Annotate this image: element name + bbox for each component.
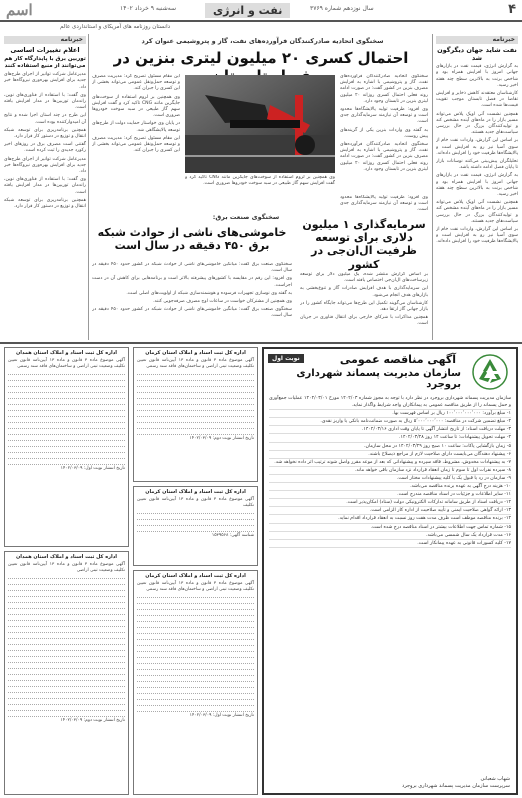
- masthead: [0, 0, 522, 22]
- tender-body: [269, 395, 511, 771]
- notice-title: اداره کل ثبت اسناد و املاک استان کرمان: [145, 573, 246, 579]
- tender-row: ۵- زمان بازگشایی پاکات: ساعت ۱۰ صبح روز ۱۴۰۲/۰۳/۲۹ در محل سازمان.: [269, 443, 511, 451]
- paragraph: تحلیلگران پیش‌بینی می‌کنند نوسانات بازار تا پایان فصل ادامه داشته باشد.: [436, 159, 518, 171]
- notice-title: اداره کل ثبت اسناد و املاک استان همدان: [15, 554, 118, 560]
- paragraph: همچنین نشست آتی اوپک پلاس می‌تواند مسیر بازار را در ماه‌های آینده مشخص کند و تولیدکنندگان بزرگ در حال بررسی سیاست‌های جدید هستند.: [436, 200, 518, 224]
- legal-notice: [133, 486, 258, 566]
- paragraph: این طرح در چند استان اجرا شده و نتایج آن امیدوارکننده بوده است.: [4, 113, 86, 125]
- tender-row: ۱۱- سایر اطلاعات و جزئیات در اسناد مناقصه مندرج است.: [269, 491, 511, 499]
- signer-name: شهاب شعبانی: [480, 776, 510, 782]
- lead-body-right: [340, 74, 428, 194]
- recycle-logo-icon: [470, 353, 510, 391]
- tender-row: ۱۶- مدت قرارداد یک سال شمسی می‌باشد.: [269, 532, 511, 540]
- tender-row: ۱۴- برنده مناقصه موظف است ظرف مدت هفت روز نسبت به انعقاد قرارداد اقدام نماید.: [269, 515, 511, 523]
- tender-row: ۹- سازمان در رد یا قبول یک یا کلیه پیشنهادات مختار است.: [269, 475, 511, 483]
- notice-subtitle: آگهی موضوع ماده ۳ قانون و ماده ۱۳ آیین‌نامه قانون تعیین تکلیف: [137, 497, 254, 508]
- lead-body-left: [92, 74, 180, 194]
- tender-row: سازمان مدیریت پسماند شهرداری بروجرد در نظر دارد با توجه به مجوز شماره ۱۴۰۲/۰۳ مورخ ۱۴۰۲/۰۳/۰۱ عملیات جمع‌آوری و حمل پسماند را از طریق مناقصه عمومی به پیمانکاران واجد شرایط واگذار نماید.: [269, 395, 511, 410]
- tender-badge: نوبت اول: [268, 354, 304, 363]
- notice-footer: شناسه آگهی: ۱۵۳۹۵۶۸: [211, 533, 254, 538]
- legal-notice: [133, 347, 258, 482]
- paragraph: وی همچنین بر لزوم استفاده از سوخت‌های جایگزین مانند CNG تاکید کرد و گفت افزایش سهم گاز طبیعی در سبد سوخت خودروها ضروری است.: [92, 94, 180, 119]
- paragraph: وی افزود: این رقم در مقایسه با کشورهای پیشرفته بالاتر است و برنامه‌هایی برای کاهش آن در دست اجراست.: [92, 276, 292, 288]
- newspaper-logo: اسم: [6, 1, 33, 19]
- right-column-title: نفت شاید جهان دیگرگون شد: [437, 46, 517, 63]
- paragraph: همچنین نشست آتی اوپک پلاس می‌تواند مسیر بازار را در ماه‌های آینده مشخص کند و تولیدکنندگان بزرگ در حال بررسی سیاست‌های جدید هستند.: [436, 111, 518, 136]
- tender-row: ۱۰- هزینه درج آگهی به عهده برنده مناقصه می‌باشد.: [269, 483, 511, 491]
- notice-subtitle: آگهی موضوع ماده ۳ قانون و ماده ۱۳ آیین‌نامه قانون تعیین تکلیف وضعیت ثبتی اراضی و ساختمان‌های فاقد سند رسمی: [8, 358, 125, 369]
- tender-row: ۱- مبلغ برآورد: ۱۰۰٬۰۰۰٬۰۰۰٬۰۰۰ ریال بر اساس فهرست بها.: [269, 410, 511, 418]
- notice-title: اداره کل ثبت اسناد و املاک استان کرمان: [145, 489, 246, 495]
- left-column-subtitle: توربین برق با پایدارگاه کار هم می‌توانند از منبع استفاده کنند: [4, 56, 86, 70]
- right-column-label: خبرنامه: [436, 36, 518, 44]
- left-column-title: اعلام تغییرات اساسی: [10, 46, 80, 55]
- notice-subtitle: آگهی موضوع ماده ۳ قانون و ماده ۱۳ آیین‌نامه قانون تعیین تکلیف وضعیت ثبتی اراضی و ساختمان‌های فاقد سند رسمی: [137, 581, 254, 592]
- section-rule: [0, 342, 522, 344]
- paragraph: کارشناسان معتقدند کاهش ذخایر و افزایش تقاضا در فصل تابستان موجب تقویت قیمت‌ها شده است.: [436, 91, 518, 109]
- notice-footer: تاریخ انتشار نوبت دوم: ۱۴۰۲/۰۳/۰۹: [60, 718, 125, 723]
- paragraph: وی گفت: با استفاده از فناوری‌های نوین، راندمان توربین‌ها در مدار افزایش یافته است.: [4, 177, 86, 195]
- notice-footer: تاریخ انتشار نوبت اول: ۱۴۰۲/۰۳/۰۹: [60, 466, 125, 471]
- tender-row: ۱۵- شماره تماس جهت اطلاعات بیشتر در اسناد مناقصه درج شده است.: [269, 524, 511, 532]
- paragraph: وی همچنین بر لزوم استفاده از سوخت‌های جایگزین مانند CNG تاکید کرد و گفت افزایش سهم گاز طبیعی در سبد سوخت خودروها ضروری است.: [185, 175, 335, 187]
- paragraph: این مقام مسئول تصریح کرد: مدیریت مصرف و توسعه حمل‌ونقل عمومی می‌تواند بخشی از این کسری را جبران کند.: [92, 135, 180, 154]
- paragraph: مدیرعامل شرکت توانیر از اجرای طرح‌های جدید برای افزایش بهره‌وری نیروگاه‌ها خبر داد.: [4, 156, 86, 175]
- tender-subtitle: سازمان مدیریت پسماند شهرداری بروجرد: [296, 368, 461, 390]
- slogan: دانستان روزنامه های آمریکای و استانداردی عالم: [60, 24, 171, 30]
- paragraph: بر اساس گزارش منتشر شده، یک میلیون دلار برای توسعه زیرساخت‌های ال‌ان‌جی اختصاص یافته است.: [300, 272, 428, 284]
- paragraph: سخنگوی اتحادیه صادرکنندگان فرآورده‌های نفت، گاز و پتروشیمی با اشاره به افزایش مصرف بنزین در کشور گفت: در صورت ادامه روند فعلی احتمال کسری روزانه ۲۰ میلیون لیتری بنزین در تابستان وجود دارد.: [340, 74, 428, 104]
- page-number: ۴: [508, 2, 516, 17]
- paragraph: به گزارش انرژی، قیمت نفت در بازارهای جهانی امروز با افزایش همراه بود و شاخص برنت به بالاترین سطح چند هفته اخیر رسید.: [436, 64, 518, 88]
- signer-role: سرپرست سازمان مدیریت پسماند شهرداری بروجرد: [401, 783, 510, 789]
- paragraph: بر اساس این گزارش، واردات نفت خام از سوی آسیا نیز رو به افزایش است و پالایشگاه‌ها ظرفیت خود را افزایش داده‌اند.: [436, 227, 518, 245]
- story-two-headline: سرمایه‌گذاری ۱ میلیون دلاری برای توسعه ظرفیت ال‌ان‌جی در کشور: [302, 218, 426, 271]
- lead-body-under-photo: [185, 175, 335, 209]
- legal-notice: [4, 347, 129, 547]
- section-title: نفت و انرژی: [205, 3, 290, 18]
- legal-notice: [133, 570, 258, 795]
- column-rule: [432, 34, 433, 340]
- paragraph: وی گفت: با استفاده از فناوری‌های نوین، راندمان توربین‌ها در مدار افزایش یافته است.: [4, 92, 86, 111]
- notice-subtitle: آگهی موضوع ماده ۳ قانون و ماده ۱۳ آیین‌نامه قانون تعیین تکلیف وضعیت ثبتی اراضی و ساختمان‌های فاقد سند رسمی: [137, 358, 254, 369]
- left-column-label: خبرنامه: [4, 36, 86, 44]
- lead-kicker: سخنگوی اتحادیه صادرکنندگان فرآورده‌های نفت، گاز و پتروشیمی عنوان کرد: [141, 37, 384, 45]
- tender-title: آگهی مناقصه عمومی: [339, 353, 456, 366]
- paragraph: کارشناسان می‌گویند تکمیل این طرح‌ها می‌تواند جایگاه کشور را در بازار جهانی گاز ارتقا دهد.: [300, 300, 428, 313]
- tender-row: ۷- به پیشنهادات مخدوش، مشروط، فاقد سپرده و پیشنهاداتی که بعد از موعد مقرر واصل شوند ترتیب اثر داده نخواهد شد.: [269, 459, 511, 467]
- paragraph: همچنین مذاکرات با شرکای خارجی برای انتقال فناوری در جریان است.: [300, 315, 428, 327]
- left-column: [4, 36, 86, 338]
- right-column: [436, 36, 518, 338]
- notice-title: اداره کل ثبت اسناد و املاک استان کرمان: [145, 350, 246, 356]
- tender-row: ۶- پیشنهاد دهندگان می‌بایست دارای صلاحیت لازم از مراجع ذیصلاح باشند.: [269, 451, 511, 459]
- paragraph: به گفته وی واردات بنزین یکی از گزینه‌های پیش روست.: [340, 127, 428, 139]
- lead-headline: احتمال کسری ۲۰ میلیون لیتری بنزین در: [113, 49, 409, 67]
- paragraph: به گفته وی نوسازی تجهیزات فرسوده و هوشمندسازی شبکه از اولویت‌های اصلی است.: [126, 290, 292, 296]
- paragraph: سخنگوی صنعت برق گفت: میانگین خاموشی‌های ناشی از حوادث شبکه در کشور حدود ۴۵۰ دقیقه در سال است.: [92, 307, 292, 319]
- story-two-body: [300, 272, 428, 338]
- paragraph: این سرمایه‌گذاری با هدف افزایش صادرات گاز و تنوع‌بخشی به بازارهای هدف انجام می‌شود.: [300, 286, 428, 298]
- paragraph: همچنین برنامه‌ریزی برای توسعه شبکه انتقال و توزیع در دستور کار قرار دارد.: [4, 197, 86, 210]
- paragraph: گفتنی است مصرف برق در روزهای اخیر رکورد جدیدی را ثبت کرده است.: [4, 142, 86, 154]
- paragraph: وی افزود: ظرفیت تولید پالایشگاه‌ها محدود است و توسعه آن نیازمند سرمایه‌گذاری جدی است.: [340, 195, 428, 213]
- tender-row: ۱۷- کلیه کسورات قانونی به عهده پیمانکار است.: [269, 540, 511, 548]
- paragraph: در پایان وی خواستار حمایت دولت از طرح‌های توسعه پالایشگاهی شد.: [92, 121, 180, 133]
- lead-body-right-bottom: [340, 195, 428, 215]
- tender-row: ۲- مبلغ تضمین شرکت در مناقصه: ۵٬۰۰۰٬۰۰۰٬۰۰۰ ریال به صورت ضمانت‌نامه بانکی یا واریز نقدی.: [269, 418, 511, 426]
- paragraph: وی همچنین از مشترکان خواست در ساعات اوج مصرف صرفه‌جویی کنند.: [153, 299, 292, 305]
- column-rule: [88, 34, 89, 340]
- tender-row: ۱۳- ارائه گواهی صلاحیت ایمنی و تأیید صلاحیت از اداره کار الزامی است.: [269, 507, 511, 515]
- fuel-nozzle-photo: [185, 75, 335, 173]
- tender-row: ۳- مهلت دریافت اسناد: از تاریخ انتشار آگهی تا پایان وقت اداری ۱۴۰۲/۰۳/۱۶.: [269, 426, 511, 434]
- legal-notice: [4, 551, 129, 795]
- tender-row: ۸- سپرده نفرات اول تا سوم تا زمان انعقاد قرارداد نزد سازمان باقی خواهد ماند.: [269, 467, 511, 475]
- notice-footer: تاریخ انتشار نوبت دوم: ۱۴۰۲/۰۳/۰۹: [189, 436, 254, 441]
- paragraph: این مقام مسئول تصریح کرد: مدیریت مصرف و توسعه حمل‌ونقل عمومی می‌تواند بخشی از این کسری را جبران کند.: [92, 74, 180, 92]
- tender-signature: [402, 776, 510, 790]
- story-three-kicker: سخنگوی صنعت برق:: [212, 213, 280, 221]
- tender-row: ۴- مهلت تحویل پیشنهادات: تا ساعت ۱۴ روز ۱۴۰۲/۰۳/۲۸.: [269, 434, 511, 442]
- paragraph: همچنین برنامه‌ریزی برای توسعه شبکه انتقال و توزیع در دستور کار قرار دارد.: [4, 127, 86, 140]
- issue-date: سه‌شنبه ۹ خرداد ۱۴۰۲: [120, 5, 177, 12]
- story-three-headline: خاموشی‌های ناشی از حوادث شبکه برق ۴۵۰ دقیقه در سال است: [97, 226, 287, 253]
- notice-subtitle: آگهی موضوع ماده ۳ قانون و ماده ۱۳ آیین‌نامه قانون تعیین تکلیف وضعیت ثبتی اراضی: [8, 562, 125, 573]
- paragraph: سخنگوی اتحادیه صادرکنندگان فرآورده‌های نفت، گاز و پتروشیمی با اشاره به افزایش مصرف بنزین در کشور گفت: در صورت ادامه روند فعلی احتمال کسری روزانه ۲۰ میلیون لیتری بنزین در تابستان وجود دارد.: [340, 142, 428, 172]
- tender-row: ۱۲- دریافت اسناد از طریق سامانه تدارکات الکترونیکی دولت (ستاد) امکان‌پذیر است.: [269, 499, 511, 507]
- issue-number: سال نوزدهم شماره ۳۷۶۹: [310, 5, 374, 12]
- paragraph: مدیرعامل شرکت توانیر از اجرای طرح‌های جدید برای افزایش بهره‌وری نیروگاه‌ها خبر داد.: [4, 72, 86, 90]
- paragraph: سخنگوی صنعت برق گفت: میانگین خاموشی‌های ناشی از حوادث شبکه در کشور حدود ۴۵۰ دقیقه در سال است.: [92, 262, 292, 274]
- tender-advertisement: [262, 347, 518, 795]
- notice-title: اداره کل ثبت اسناد و املاک استان همدان: [15, 350, 118, 356]
- story-three-body: [92, 262, 292, 338]
- paragraph: بر اساس این گزارش، واردات نفت خام از سوی آسیا نیز رو به افزایش است و پالایشگاه‌ها ظرفیت خود را افزایش داده‌اند.: [436, 138, 518, 156]
- paragraph: وی افزود: ظرفیت تولید پالایشگاه‌ها محدود است و توسعه آن نیازمند سرمایه‌گذاری جدی است.: [340, 107, 428, 125]
- notice-footer: تاریخ انتشار نوبت اول: ۱۴۰۲/۰۳/۰۹: [189, 713, 254, 718]
- paragraph: به گزارش انرژی، قیمت نفت در بازارهای جهانی امروز با افزایش همراه بود و شاخص برنت به بالاترین سطح چند هفته اخیر رسید.: [436, 173, 518, 198]
